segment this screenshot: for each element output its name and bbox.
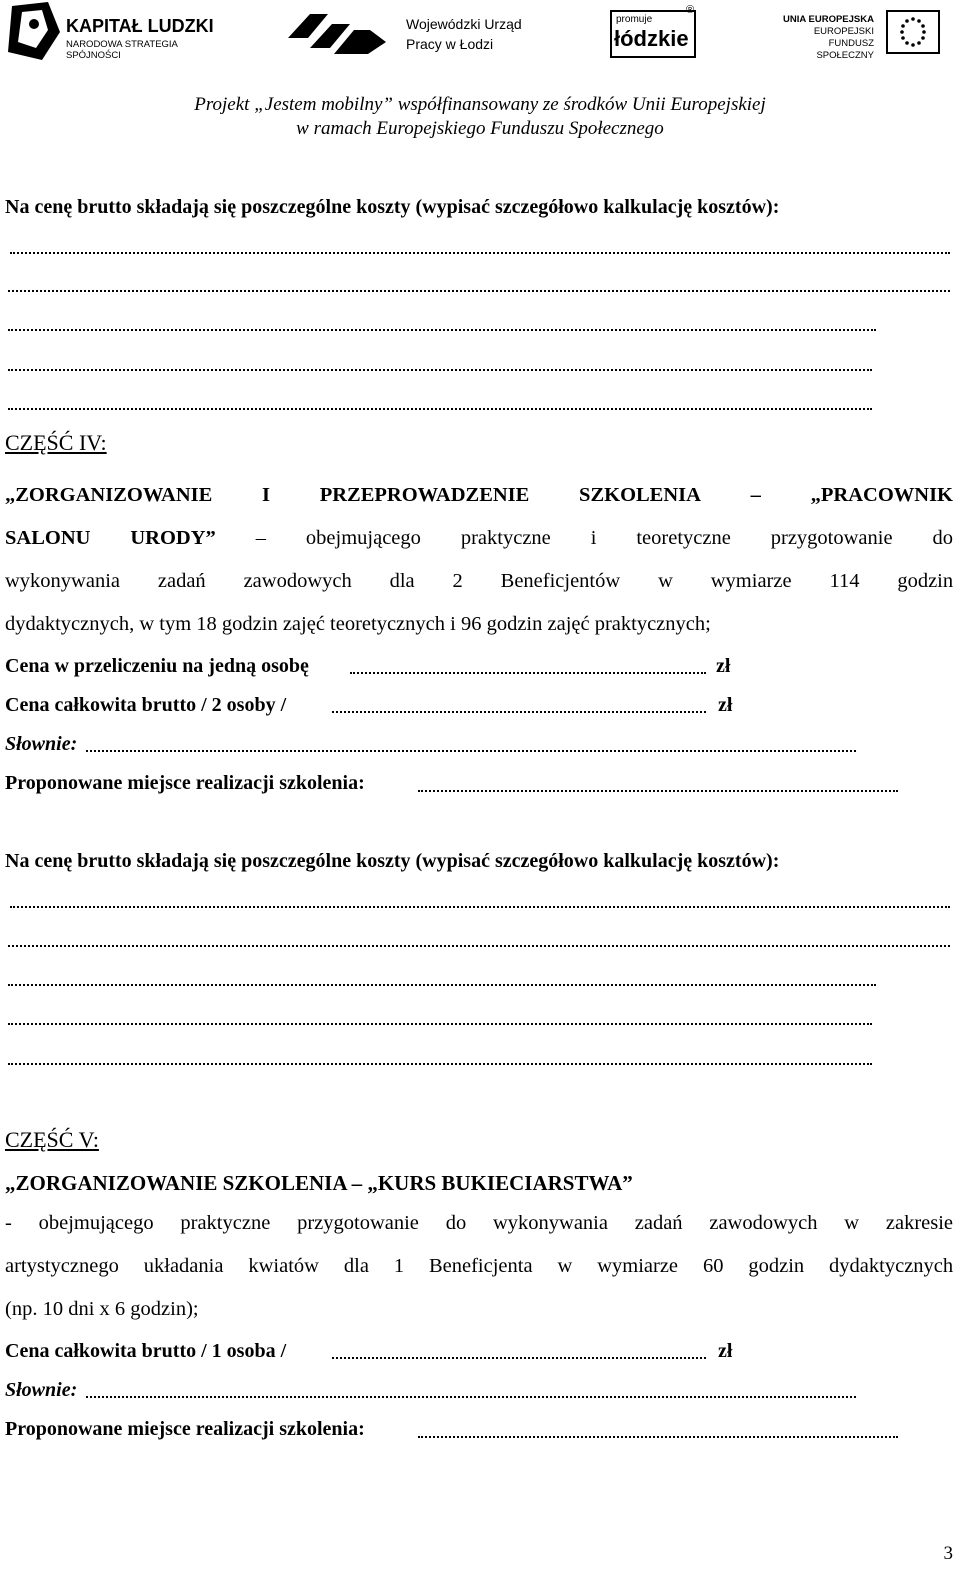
s4-place-field[interactable] <box>418 788 898 792</box>
kapital-ludzki-emblem-icon <box>8 2 60 60</box>
wup-line2: Pracy w Łodzi <box>406 36 494 52</box>
page-number: 3 <box>943 1543 953 1564</box>
project-header-line1: Projekt „Jestem mobilny” współfinansowany ze środków Unii Europejskiej <box>194 94 766 115</box>
s5-price-total-label: Cena całkowita brutto / 1 osoba / <box>5 1340 287 1362</box>
s5-currency: zł <box>718 1340 733 1362</box>
s4-words-label: Słownie: <box>5 733 78 755</box>
s3-dots-1 <box>10 250 950 254</box>
s5-words-label: Słownie: <box>5 1379 78 1401</box>
s4-heading: CZĘŚĆ IV: <box>5 430 107 455</box>
s4-cost-label: Na cenę brutto składają się poszczególne koszty (wypisać szczegółowo kalkulację kosztów): <box>5 850 780 872</box>
wup-arrows-icon <box>288 10 388 56</box>
s3-dots-2 <box>8 288 950 292</box>
kapital-ludzki-logo <box>8 2 223 60</box>
s5-place-field[interactable] <box>418 1434 898 1438</box>
s5-title: „ZORGANIZOWANIE SZKOLENIA – „KURS BUKIECIARSTWA” <box>5 1171 633 1195</box>
s4-title-line1: „ZORGANIZOWANIE I PRZEPROWADZENIE SZKOLENIA – „PRACOWNIK <box>5 484 953 506</box>
logo-bar <box>0 0 960 62</box>
s4-price-per-person-label: Cena w przeliczeniu na jedną osobę <box>5 655 309 677</box>
wup-logo <box>288 10 548 58</box>
s3-cost-label: Na cenę brutto składają się poszczególne koszty (wypisać szczegółowo kalkulację kosztów): <box>5 196 780 218</box>
s4-dots-2[interactable] <box>8 943 950 947</box>
ue-line2: EUROPEJSKI <box>813 26 874 37</box>
s4-dots-5[interactable] <box>8 1061 872 1065</box>
s5-desc-last: (np. 10 dni x 6 godzin); <box>5 1298 199 1320</box>
eu-flag-icon <box>886 10 940 54</box>
s4-dots-1[interactable] <box>10 904 950 908</box>
s4-place-label: Proponowane miejsce realizacji szkolenia: <box>5 772 365 794</box>
s4-price-total-field[interactable] <box>332 709 706 713</box>
s4-title-line2: SALONU URODY” – obejmującego praktyczne i teoretyczne przygotowanie do <box>5 527 954 549</box>
s5-price-total-field[interactable] <box>332 1355 706 1359</box>
s4-desc-line3: wykonywania zadań zawodowych dla 2 Beneficjentów w wymiarze 114 godzin <box>5 570 954 592</box>
s5-desc-line1: - obejmującego praktyczne przygotowanie do wykonywania zadań zawodowych w zakresie <box>5 1212 954 1234</box>
s4-dots-4[interactable] <box>8 1021 872 1025</box>
s4-dots-3[interactable] <box>8 982 876 986</box>
s4-currency-2: zł <box>718 694 733 716</box>
s3-dots-4 <box>8 367 872 371</box>
s5-heading: CZĘŚĆ V: <box>5 1127 99 1152</box>
s5-desc-line2: artystycznego układania kwiatów dla 1 Beneficjenta w wymiarze 60 godzin dydaktycznych <box>5 1255 954 1277</box>
s4-words-field[interactable] <box>86 748 856 752</box>
project-header-line2: w ramach Europejskiego Funduszu Społecznego <box>296 118 664 139</box>
promuje-lodzkie-logo <box>608 4 700 56</box>
kl-subtitle: NARODOWA STRATEGIA SPÓJNOŚCI <box>66 39 178 61</box>
s5-words-field[interactable] <box>86 1394 856 1398</box>
ue-logo <box>782 10 942 61</box>
s4-price-total-label: Cena całkowita brutto / 2 osoby / <box>5 694 287 716</box>
s3-dots-3 <box>8 327 876 331</box>
wup-line1: Wojewódzki Urząd <box>406 16 522 32</box>
ue-line3: FUNDUSZ SPOŁECZNY <box>816 38 874 61</box>
lodzkie-main: łódzkie <box>614 26 689 51</box>
s4-desc-last: dydaktycznych, w tym 18 godzin zajęć teoretycznych i 96 godzin zajęć praktycznych; <box>5 613 711 635</box>
lodzkie-top: promuje <box>616 14 653 25</box>
registered-icon: ® <box>686 4 695 16</box>
ue-line1: UNIA EUROPEJSKA <box>783 14 874 25</box>
s4-currency-1: zł <box>716 655 731 677</box>
s5-place-label: Proponowane miejsce realizacji szkolenia: <box>5 1418 365 1440</box>
kl-title: KAPITAŁ LUDZKI <box>66 16 214 36</box>
s4-price-per-person-field[interactable] <box>350 670 706 674</box>
s3-dots-5 <box>8 406 872 410</box>
